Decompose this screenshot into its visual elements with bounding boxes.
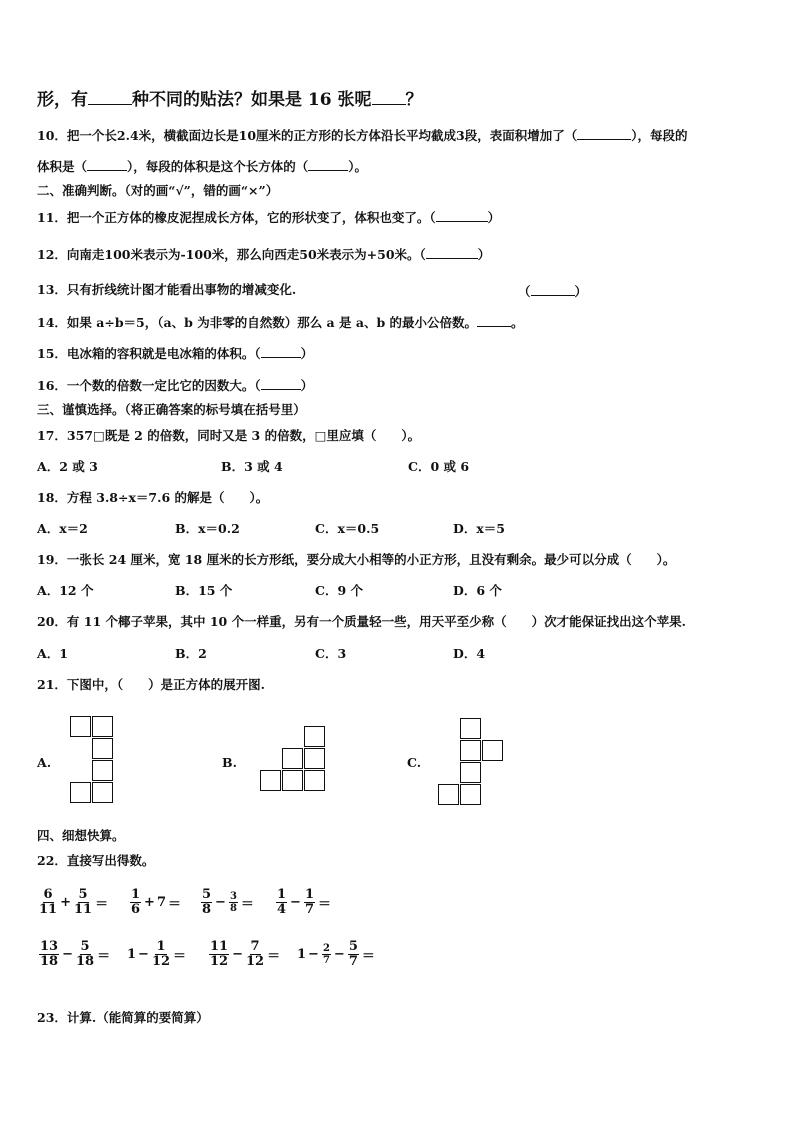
question-21: 21．下图中，（ ）是正方体的展开图. — [37, 677, 265, 692]
answer-blank[interactable] — [577, 126, 631, 140]
question-22: 22．直接写出得数。 — [37, 853, 155, 868]
q18-option-b[interactable]: B．x＝0.2 — [175, 521, 240, 536]
section-3-heading: 三、谨慎选择。（将正确答案的标号填在括号里） — [37, 402, 306, 417]
answer-blank[interactable] — [308, 157, 348, 171]
q17-option-a[interactable]: A．2 或 3 — [37, 459, 98, 474]
answer-blank[interactable] — [261, 376, 301, 390]
question-14: 14．如果 a÷b＝5，（a、b 为非零的自然数）那么 a 是 a、b 的最小公倍数。 。 — [37, 315, 524, 330]
q20-option-a[interactable]: A．1 — [37, 646, 68, 661]
q20-option-c[interactable]: C．3 — [315, 646, 347, 661]
question-20: 20．有 11 个椰子苹果，其中 10 个一样重，另有一个质量轻一些，用天平至少称（ ）次才能保证找出这个苹果. — [37, 614, 686, 629]
answer-blank[interactable] — [261, 344, 301, 358]
question-13: 13．只有折线统计图才能看出事物的增减变化. — [37, 282, 297, 297]
answer-blank[interactable] — [87, 157, 127, 171]
net-b-label[interactable]: B. — [222, 755, 237, 770]
q17-option-b[interactable]: B．3 或 4 — [221, 459, 283, 474]
question-15: 15．电冰箱的容积就是电冰箱的体积。（ ） — [37, 346, 314, 361]
q20-option-d[interactable]: D．4 — [453, 646, 486, 661]
q19-option-a[interactable]: A．12 个 — [37, 583, 94, 598]
section-4-heading: 四、细想快算。 — [37, 828, 125, 843]
answer-blank[interactable] — [531, 282, 575, 296]
q18-option-c[interactable]: C．x＝0.5 — [315, 521, 380, 536]
answer-blank[interactable] — [436, 208, 488, 222]
question-13-answer: （ ） — [518, 284, 588, 299]
question-10-line2: 体积是（ ），每段的体积是这个长方体的（ ）。 — [37, 159, 368, 174]
section-2-heading: 二、准确判断。（对的画“√”，错的画“×”） — [37, 183, 279, 198]
question-12: 12．向南走100米表示为-100米，那么向西走50米表示为+50米。（ ） — [37, 247, 491, 262]
answer-blank[interactable] — [426, 245, 478, 259]
expr-6: 1 − $\frac{1}{12}$ ＝ — [127, 939, 187, 969]
question-16: 16．一个数的倍数一定比它的因数大。（ ） — [37, 378, 314, 393]
question-10-line1: 10．把一个长2.4米，横截面边长是10厘米的正方形的长方体沿长平均截成3段，表面积增加了（ ），每段的 — [37, 128, 688, 143]
q19-option-d[interactable]: D．6 个 — [453, 583, 502, 598]
question-11: 11．把一个正方体的橡皮泥捏成长方体，它的形状变了，体积也变了。（ ） — [37, 210, 501, 225]
expr-7: $\frac{11}{12}$ − $\frac{7}{12}$ ＝ — [210, 939, 281, 969]
question-23: 23．计算.（能简算的要简算） — [37, 1010, 209, 1025]
question-17: 17．357□既是 2 的倍数，同时又是 3 的倍数，□里应填（ ）。 — [37, 428, 421, 443]
expr-8: 1 − $\frac{2}{7}$ − $\frac{5}{7}$ ＝ — [297, 939, 375, 969]
question-18: 18．方程 3.8÷x＝7.6 的解是（ ）。 — [37, 490, 269, 505]
answer-blank[interactable] — [477, 313, 511, 327]
expr-4: $\frac{1}{4}$ − $\frac{1}{7}$ ＝ — [277, 887, 332, 917]
net-a-label[interactable]: A. — [37, 755, 52, 770]
expr-2: $\frac{1}{6}$ + 7 ＝ — [131, 887, 182, 917]
q17-option-c[interactable]: C．0 或 6 — [408, 459, 470, 474]
q18-option-a[interactable]: A．x＝2 — [37, 521, 88, 536]
q19-option-b[interactable]: B．15 个 — [175, 583, 233, 598]
expr-5: $\frac{13}{18}$ − $\frac{5}{18}$ ＝ — [40, 939, 111, 969]
top-question-tail: 形，有 种不同的贴法？如果是 16 张呢 ？ — [37, 90, 423, 110]
answer-blank[interactable] — [372, 88, 406, 105]
answer-blank[interactable] — [88, 88, 132, 105]
net-c-label[interactable]: C. — [407, 755, 422, 770]
expr-3: $\frac{5}{8}$ − $\frac{3}{8}$ ＝ — [202, 887, 254, 917]
q19-option-c[interactable]: C．9 个 — [315, 583, 363, 598]
expr-1: $\frac{6}{11}$ + $\frac{5}{11}$ ＝ — [39, 887, 109, 917]
q18-option-d[interactable]: D．x＝5 — [453, 521, 505, 536]
question-19: 19．一张长 24 厘米，宽 18 厘米的长方形纸，要分成大小相等的小正方形，且没有剩余。最少可以分成（ ）。 — [37, 552, 676, 567]
q20-option-b[interactable]: B．2 — [175, 646, 207, 661]
